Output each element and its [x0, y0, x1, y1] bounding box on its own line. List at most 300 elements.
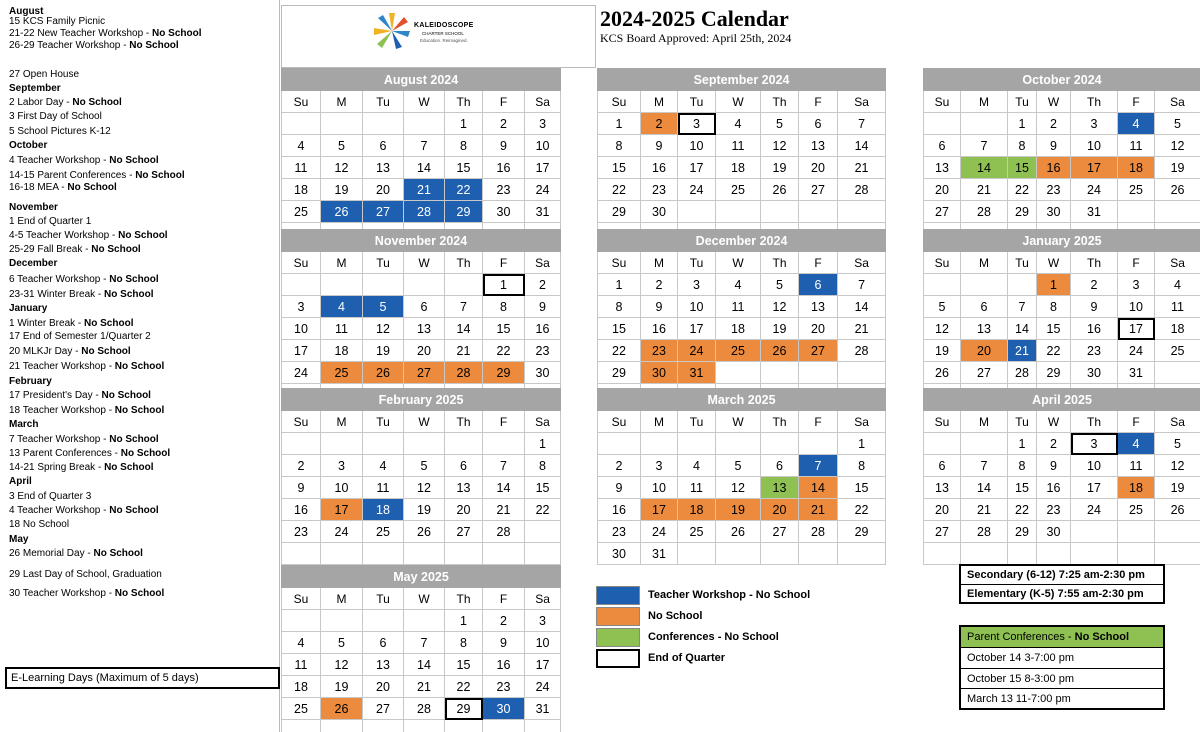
day-cell: 30 — [483, 201, 525, 223]
day-cell: 15 — [445, 654, 483, 676]
empty-cell — [1071, 521, 1118, 543]
elearning-days-box: E-Learning Days (Maximum of 5 days) — [5, 667, 280, 689]
day-cell: 15 — [598, 318, 641, 340]
day-cell: 28 — [961, 201, 1008, 223]
page-title: 2024-2025 Calendar — [600, 6, 789, 31]
empty-cell — [282, 543, 321, 565]
day-cell: 23 — [641, 179, 678, 201]
day-cell: 14 — [799, 477, 838, 499]
day-cell: 15 — [1008, 477, 1037, 499]
empty-cell — [321, 433, 363, 455]
empty-cell — [363, 433, 404, 455]
month-title: April 2025 — [924, 389, 1200, 411]
empty-cell — [799, 433, 838, 455]
event-item — [9, 462, 154, 474]
day-cell: 2 — [641, 274, 678, 296]
day-cell: 18 — [1118, 157, 1155, 179]
weekday-label: F — [1118, 411, 1155, 433]
day-cell: 15 — [1008, 157, 1037, 179]
day-cell: 12 — [363, 318, 404, 340]
day-cell: 28 — [404, 201, 445, 223]
empty-cell — [761, 201, 799, 223]
empty-cell — [525, 521, 561, 543]
day-cell: 28 — [445, 362, 483, 384]
day-cell: 31 — [525, 201, 561, 223]
event-month-heading — [9, 140, 47, 152]
day-cell: 27 — [924, 201, 961, 223]
weekday-label: Sa — [1155, 252, 1200, 274]
day-cell: 20 — [799, 318, 838, 340]
weekday-label: W — [1037, 91, 1071, 113]
day-cell: 25 — [1118, 499, 1155, 521]
day-cell: 29 — [1008, 201, 1037, 223]
event-text: 30 Teacher Workshop - — [9, 588, 115, 599]
event-item — [9, 491, 91, 503]
weekday-label: Sa — [525, 588, 561, 610]
conferences-heading-text: Parent Conferences - — [967, 631, 1075, 643]
day-cell: 23 — [525, 340, 561, 362]
day-cell: 1 — [1008, 433, 1037, 455]
event-text: December — [9, 258, 58, 269]
weekday-label: Th — [761, 91, 799, 113]
event-item — [9, 289, 154, 301]
event-item — [9, 390, 151, 402]
day-cell: 2 — [641, 113, 678, 135]
weekday-label: Sa — [1155, 91, 1200, 113]
day-cell: 24 — [282, 362, 321, 384]
legend-label: No School — [648, 610, 703, 622]
day-cell: 16 — [1037, 477, 1071, 499]
empty-cell — [761, 433, 799, 455]
weekday-label: W — [716, 411, 761, 433]
day-cell: 25 — [716, 340, 761, 362]
month-march-2025 — [597, 388, 886, 565]
weekday-label: M — [961, 411, 1008, 433]
month-title: March 2025 — [598, 389, 886, 411]
day-cell: 20 — [404, 340, 445, 362]
day-cell: 9 — [641, 296, 678, 318]
day-cell: 27 — [924, 521, 961, 543]
day-cell: 19 — [321, 179, 363, 201]
weekday-label: M — [321, 91, 363, 113]
event-no-school: No School — [114, 361, 165, 372]
day-cell: 2 — [282, 455, 321, 477]
day-cell: 18 — [678, 499, 716, 521]
month-may-2025 — [281, 565, 561, 732]
event-no-school: No School — [135, 170, 185, 181]
day-cell: 23 — [1037, 499, 1071, 521]
weekday-label: W — [716, 91, 761, 113]
day-cell: 14 — [483, 477, 525, 499]
weekday-label: Su — [282, 91, 321, 113]
day-cell: 10 — [678, 135, 716, 157]
event-item — [9, 97, 122, 109]
day-cell: 10 — [282, 318, 321, 340]
day-cell: 22 — [1037, 340, 1071, 362]
day-cell: 18 — [716, 157, 761, 179]
day-cell: 24 — [678, 179, 716, 201]
day-cell: 13 — [445, 477, 483, 499]
event-month-heading — [9, 258, 57, 270]
event-item — [9, 170, 185, 182]
day-cell: 2 — [598, 455, 641, 477]
event-no-school: No School — [91, 244, 141, 255]
day-cell: 1 — [445, 610, 483, 632]
event-no-school: No School — [152, 28, 202, 39]
weekday-label: Th — [445, 411, 483, 433]
event-item — [9, 548, 143, 560]
weekday-label: F — [799, 91, 838, 113]
day-cell: 9 — [641, 135, 678, 157]
day-cell: 4 — [716, 113, 761, 135]
day-cell: 31 — [525, 698, 561, 720]
event-month-heading — [9, 202, 58, 214]
day-cell: 21 — [404, 179, 445, 201]
weekday-label: Tu — [1008, 252, 1037, 274]
event-item — [9, 16, 105, 28]
day-cell: 7 — [404, 135, 445, 157]
day-cell: 30 — [1071, 362, 1118, 384]
day-cell: 15 — [445, 157, 483, 179]
legend-label: End of Quarter — [648, 652, 726, 664]
day-cell: 22 — [525, 499, 561, 521]
event-month-heading — [9, 376, 52, 388]
event-text: 15 KCS Family Picnic — [9, 16, 106, 27]
day-cell: 18 — [282, 179, 321, 201]
empty-cell — [1155, 362, 1200, 384]
empty-cell — [445, 433, 483, 455]
empty-cell — [1155, 521, 1200, 543]
day-cell: 23 — [598, 521, 641, 543]
conference-time-row: October 14 3-7:00 pm — [961, 647, 1163, 667]
day-cell: 25 — [716, 179, 761, 201]
weekday-label: M — [641, 91, 678, 113]
weekday-label: F — [799, 252, 838, 274]
event-text: 2 Labor Day - — [9, 97, 73, 108]
day-cell: 21 — [838, 318, 886, 340]
legend-swatch — [596, 649, 640, 668]
empty-cell — [641, 433, 678, 455]
weekday-label: Su — [924, 411, 961, 433]
day-cell: 27 — [404, 362, 445, 384]
page-subtitle: KCS Board Approved: April 25th, 2024 — [600, 31, 792, 45]
day-cell: 30 — [598, 543, 641, 565]
day-cell: 14 — [404, 157, 445, 179]
event-item — [9, 155, 159, 167]
day-cell: 19 — [321, 676, 363, 698]
event-no-school: No School — [67, 182, 117, 193]
school-time-row: Elementary (K-5) 7:55 am-2:30 pm — [961, 584, 1163, 602]
day-cell: 20 — [924, 179, 961, 201]
day-cell: 29 — [1037, 362, 1071, 384]
day-cell: 17 — [1071, 477, 1118, 499]
event-item — [9, 318, 133, 330]
event-text: 26-29 Teacher Workshop - — [9, 40, 130, 51]
day-cell: 26 — [321, 698, 363, 720]
day-cell: 19 — [1155, 157, 1200, 179]
logo-subname: CHARTER SCHOOL — [422, 31, 464, 36]
day-cell: 4 — [1118, 433, 1155, 455]
month-august-2024 — [281, 68, 561, 245]
empty-cell — [321, 274, 363, 296]
day-cell: 2 — [1037, 433, 1071, 455]
event-item — [9, 126, 111, 138]
event-no-school: No School — [129, 40, 179, 51]
day-cell: 15 — [1037, 318, 1071, 340]
empty-cell — [716, 543, 761, 565]
day-cell: 31 — [641, 543, 678, 565]
event-month-heading — [9, 419, 38, 431]
day-cell: 5 — [321, 135, 363, 157]
day-cell: 9 — [483, 632, 525, 654]
weekday-label: Th — [761, 411, 799, 433]
day-cell: 13 — [404, 318, 445, 340]
event-month-heading — [9, 476, 32, 488]
day-cell: 24 — [525, 179, 561, 201]
event-text: February — [9, 376, 52, 387]
empty-cell — [799, 362, 838, 384]
day-cell: 11 — [1155, 296, 1200, 318]
event-no-school: No School — [109, 434, 159, 445]
day-cell: 19 — [1155, 477, 1200, 499]
day-cell: 6 — [761, 455, 799, 477]
weekday-label: Th — [761, 252, 799, 274]
day-cell: 22 — [1008, 179, 1037, 201]
day-cell: 20 — [924, 499, 961, 521]
day-cell: 10 — [1118, 296, 1155, 318]
day-cell: 9 — [483, 135, 525, 157]
day-cell: 19 — [404, 499, 445, 521]
day-cell: 16 — [641, 157, 678, 179]
legend-label: Teacher Workshop - No School — [648, 589, 811, 601]
event-no-school: No School — [114, 588, 165, 599]
day-cell: 11 — [1118, 135, 1155, 157]
month-september-2024 — [597, 68, 886, 245]
day-cell: 1 — [1008, 113, 1037, 135]
day-cell: 24 — [525, 676, 561, 698]
day-cell: 8 — [525, 455, 561, 477]
day-cell: 19 — [761, 318, 799, 340]
day-cell: 4 — [678, 455, 716, 477]
day-cell: 26 — [363, 362, 404, 384]
event-text: 21 Teacher Workshop - — [9, 361, 115, 372]
event-item — [9, 69, 79, 81]
event-text: 3 End of Quarter 3 — [9, 491, 92, 502]
event-item — [9, 28, 202, 40]
day-cell: 10 — [1071, 455, 1118, 477]
weekday-label: W — [404, 252, 445, 274]
day-cell: 2 — [1037, 113, 1071, 135]
day-cell: 14 — [838, 135, 886, 157]
weekday-label: F — [483, 411, 525, 433]
day-cell: 21 — [799, 499, 838, 521]
event-item — [9, 40, 179, 52]
day-cell: 16 — [1071, 318, 1118, 340]
empty-cell — [525, 543, 561, 565]
weekday-label: Th — [1071, 252, 1118, 274]
event-month-heading — [9, 303, 47, 315]
day-cell: 3 — [282, 296, 321, 318]
weekday-label: Tu — [678, 411, 716, 433]
day-cell: 17 — [525, 157, 561, 179]
event-text: 1 Winter Break - — [9, 318, 85, 329]
event-text: 14-15 Parent Conferences - — [9, 170, 136, 181]
event-no-school: No School — [118, 230, 168, 241]
empty-cell — [924, 543, 961, 565]
weekday-label: Sa — [1155, 411, 1200, 433]
event-text: March — [9, 419, 39, 430]
weekday-label: F — [1118, 252, 1155, 274]
school-times-box — [959, 564, 1165, 604]
day-cell: 3 — [321, 455, 363, 477]
day-cell: 21 — [483, 499, 525, 521]
event-text: 16-18 MEA - — [9, 182, 68, 193]
day-cell: 6 — [924, 455, 961, 477]
weekday-label: Tu — [678, 91, 716, 113]
empty-cell — [961, 113, 1008, 135]
day-cell: 27 — [363, 698, 404, 720]
event-item — [9, 569, 162, 581]
empty-cell — [961, 433, 1008, 455]
empty-cell — [321, 720, 363, 732]
day-cell: 22 — [445, 179, 483, 201]
weekday-label: F — [1118, 91, 1155, 113]
event-item — [9, 434, 159, 446]
weekday-label: M — [961, 91, 1008, 113]
empty-cell — [483, 543, 525, 565]
empty-cell — [1118, 201, 1155, 223]
day-cell: 22 — [483, 340, 525, 362]
empty-cell — [678, 201, 716, 223]
day-cell: 8 — [1008, 135, 1037, 157]
day-cell: 21 — [961, 499, 1008, 521]
day-cell: 8 — [445, 135, 483, 157]
empty-cell — [716, 433, 761, 455]
day-cell: 12 — [716, 477, 761, 499]
day-cell: 8 — [483, 296, 525, 318]
weekday-label: W — [1037, 252, 1071, 274]
empty-cell — [404, 113, 445, 135]
day-cell: 7 — [483, 455, 525, 477]
empty-cell — [282, 274, 321, 296]
weekday-label: M — [321, 252, 363, 274]
day-cell: 14 — [838, 296, 886, 318]
day-cell: 29 — [598, 201, 641, 223]
day-cell: 26 — [924, 362, 961, 384]
month-title: May 2025 — [282, 566, 561, 588]
day-cell: 9 — [1037, 135, 1071, 157]
day-cell: 19 — [924, 340, 961, 362]
day-cell: 24 — [1071, 499, 1118, 521]
day-cell: 25 — [678, 521, 716, 543]
event-item — [9, 182, 117, 194]
weekday-label: Su — [924, 91, 961, 113]
empty-cell — [761, 362, 799, 384]
event-month-heading — [9, 534, 28, 546]
day-cell: 17 — [641, 499, 678, 521]
day-cell: 26 — [716, 521, 761, 543]
day-cell: 3 — [525, 113, 561, 135]
day-cell: 15 — [525, 477, 561, 499]
day-cell: 13 — [799, 296, 838, 318]
day-cell: 7 — [445, 296, 483, 318]
event-no-school: No School — [104, 462, 154, 473]
day-cell: 4 — [1118, 113, 1155, 135]
day-cell: 13 — [799, 135, 838, 157]
day-cell: 26 — [761, 179, 799, 201]
event-text: 4 Teacher Workshop - — [9, 505, 110, 516]
empty-cell — [404, 543, 445, 565]
day-cell: 11 — [716, 135, 761, 157]
day-cell: 6 — [363, 632, 404, 654]
empty-cell — [838, 201, 886, 223]
weekday-label: W — [1037, 411, 1071, 433]
empty-cell — [282, 113, 321, 135]
weekday-label: Tu — [1008, 411, 1037, 433]
event-text: 17 President's Day - — [9, 390, 102, 401]
event-item — [9, 346, 131, 358]
month-title: October 2024 — [924, 69, 1200, 91]
event-text: 20 MLKJr Day - — [9, 346, 82, 357]
day-cell: 9 — [598, 477, 641, 499]
weekday-label: Th — [445, 91, 483, 113]
weekday-label: W — [716, 252, 761, 274]
empty-cell — [445, 720, 483, 732]
day-cell: 11 — [1118, 455, 1155, 477]
legend-swatch — [596, 628, 640, 647]
day-cell: 18 — [716, 318, 761, 340]
day-cell: 8 — [838, 455, 886, 477]
day-cell: 12 — [761, 296, 799, 318]
event-item — [9, 230, 168, 242]
day-cell: 8 — [598, 135, 641, 157]
event-month-heading — [9, 83, 61, 95]
day-cell: 17 — [1071, 157, 1118, 179]
day-cell: 26 — [761, 340, 799, 362]
event-text: 18 Teacher Workshop - — [9, 405, 115, 416]
event-text: 21-22 New Teacher Workshop - — [9, 28, 153, 39]
day-cell: 3 — [678, 113, 716, 135]
month-title: September 2024 — [598, 69, 886, 91]
day-cell: 4 — [716, 274, 761, 296]
event-text: August — [9, 6, 44, 17]
day-cell: 14 — [961, 477, 1008, 499]
day-cell: 25 — [1118, 179, 1155, 201]
weekday-label: Sa — [838, 411, 886, 433]
day-cell: 4 — [282, 632, 321, 654]
conferences-heading-bold: No School — [1074, 631, 1130, 643]
event-no-school: No School — [114, 405, 165, 416]
day-cell: 5 — [363, 296, 404, 318]
day-cell: 9 — [282, 477, 321, 499]
day-cell: 10 — [1071, 135, 1118, 157]
event-text: 17 End of Semester 1/Quarter 2 — [9, 331, 151, 342]
day-cell: 1 — [598, 274, 641, 296]
day-cell: 12 — [321, 654, 363, 676]
day-cell: 11 — [716, 296, 761, 318]
day-cell: 5 — [1155, 113, 1200, 135]
weekday-label: Su — [282, 588, 321, 610]
day-cell: 22 — [445, 676, 483, 698]
day-cell: 7 — [404, 632, 445, 654]
day-cell: 19 — [716, 499, 761, 521]
day-cell: 8 — [445, 632, 483, 654]
weekday-label: Th — [1071, 411, 1118, 433]
empty-cell — [363, 543, 404, 565]
day-cell: 26 — [1155, 499, 1200, 521]
day-cell: 11 — [363, 477, 404, 499]
weekday-label: W — [404, 91, 445, 113]
